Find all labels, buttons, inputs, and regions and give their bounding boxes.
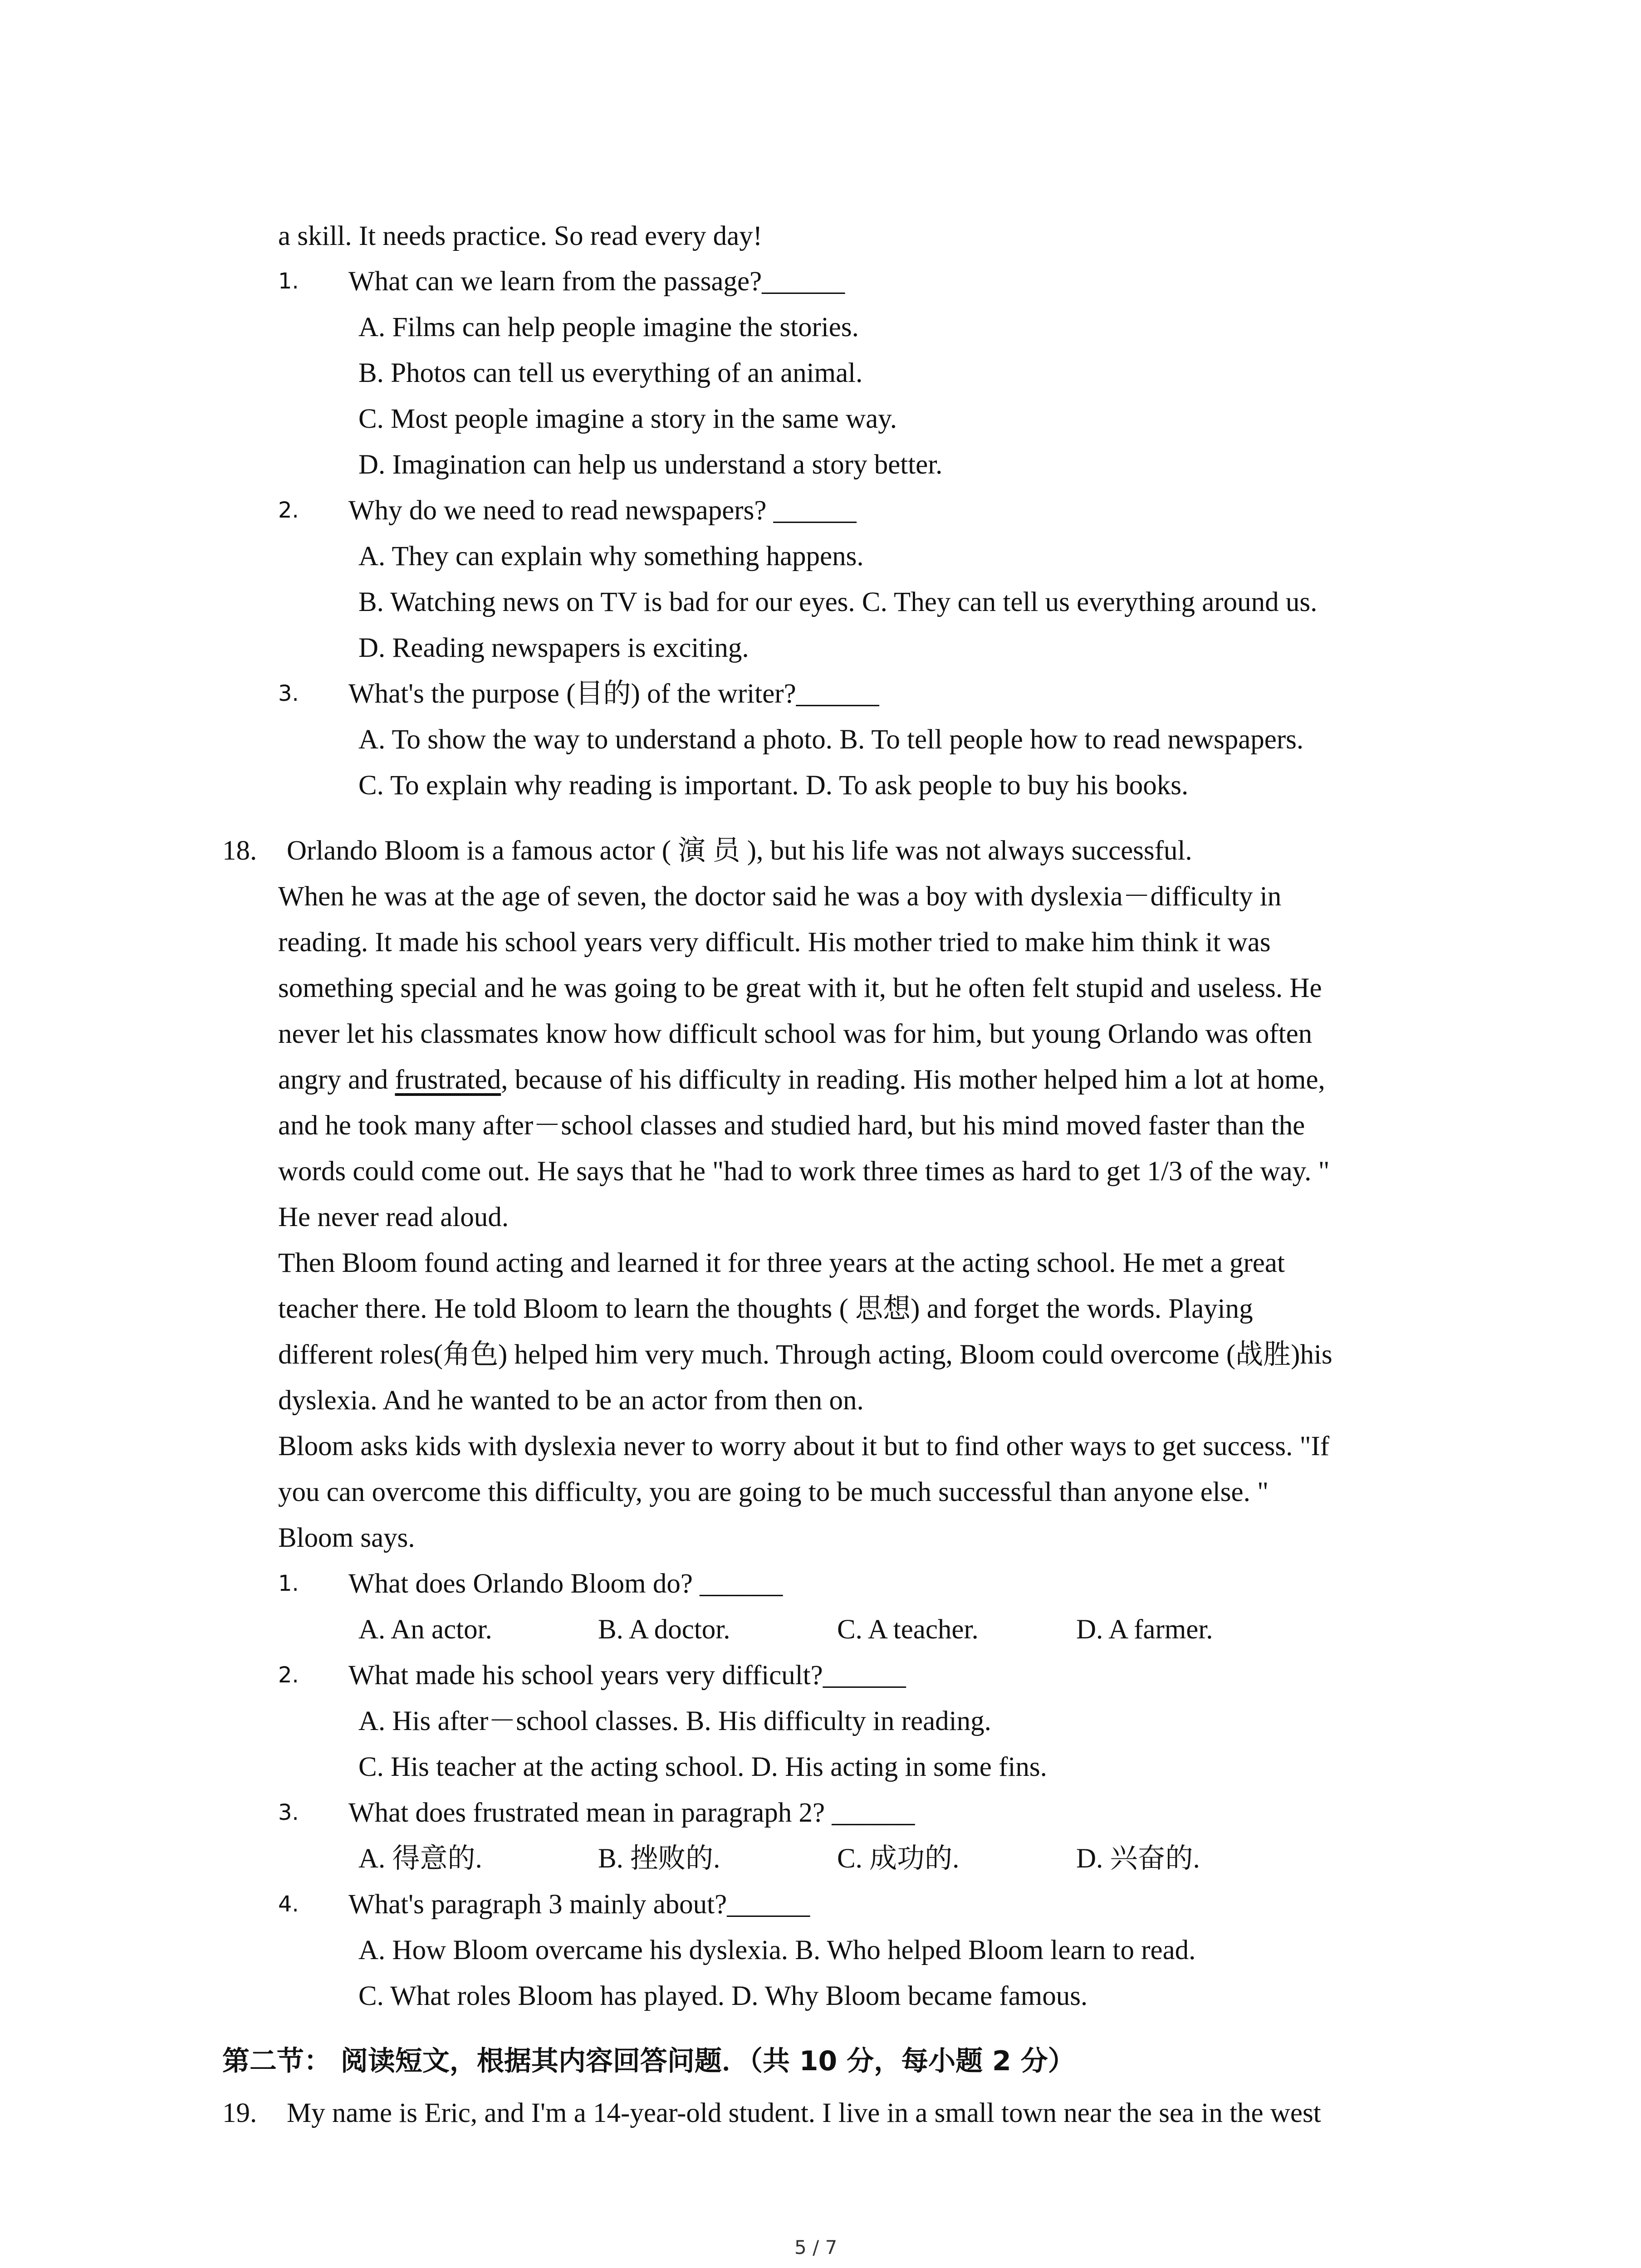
option: A. Films can help people imagine the stories. bbox=[358, 312, 859, 342]
passage-line: dyslexia. And he wanted to be an actor from then on. bbox=[278, 1385, 864, 1416]
page-number: 5 / 7 bbox=[794, 2236, 838, 2258]
passage-line: My name is Eric, and I'm a 14-year-old student. I live in a small town near the sea in the west bbox=[287, 2098, 1321, 2128]
question-number: 18. bbox=[222, 836, 257, 866]
option: B. Watching news on TV is bad for our eyes. C. They can tell us everything around us. bbox=[358, 587, 1318, 617]
passage-line: reading. It made his school years very difficult. His mother tried to make him think it was bbox=[278, 927, 1271, 958]
option: C. A teacher. bbox=[837, 1614, 979, 1645]
option: B. 挫败的. bbox=[598, 1843, 720, 1874]
passage-line: never let his classmates know how difficult school was for him, but young Orlando was often bbox=[278, 1019, 1313, 1049]
option: A. An actor. bbox=[358, 1614, 492, 1645]
option: D. 兴奋的. bbox=[1076, 1843, 1200, 1874]
passage-line: words could come out. He says that he "had to work three times as hard to get 1/3 of the way. " bbox=[278, 1156, 1330, 1187]
underlined-word: frustrated bbox=[395, 1065, 501, 1095]
option: D. A farmer. bbox=[1076, 1614, 1213, 1645]
passage-line: and he took many after－school classes and studied hard, but his mind moved faster than the bbox=[278, 1110, 1305, 1141]
question-text: What can we learn from the passage?______ bbox=[348, 266, 845, 297]
question-number: 1. bbox=[278, 269, 299, 294]
passage-line: Bloom says. bbox=[278, 1523, 415, 1553]
question-number: 1. bbox=[278, 1571, 299, 1596]
passage-line: you can overcome this difficulty, you are going to be much successful than anyone else. " bbox=[278, 1477, 1269, 1507]
passage-text: , because of his difficulty in reading. His mother helped him a lot at home, bbox=[501, 1065, 1325, 1095]
question-text: What does Orlando Bloom do? ______ bbox=[348, 1569, 783, 1599]
option: A. How Bloom overcame his dyslexia. B. Who helped Bloom learn to read. bbox=[358, 1935, 1196, 1965]
question-text: Why do we need to read newspapers? ______ bbox=[348, 495, 857, 526]
passage-tail: a skill. It needs practice. So read every day! bbox=[278, 221, 763, 251]
section-heading: 第二节： 阅读短文，根据其内容回答问题．（共 10 分，每小题 2 分） bbox=[222, 2045, 1075, 2077]
passage-line: different roles(角色) helped him very much. Through acting, Bloom could overcome (战胜)his bbox=[278, 1339, 1332, 1370]
option: B. Photos can tell us everything of an animal. bbox=[358, 358, 863, 388]
option: D. Imagination can help us understand a story better. bbox=[358, 450, 943, 480]
question-text: What does frustrated mean in paragraph 2? ______ bbox=[348, 1798, 915, 1828]
option: D. Reading newspapers is exciting. bbox=[358, 633, 749, 663]
question-number: 4. bbox=[278, 1892, 299, 1917]
option: B. A doctor. bbox=[598, 1614, 730, 1645]
option: C. 成功的. bbox=[837, 1843, 960, 1874]
passage-line: He never read aloud. bbox=[278, 1202, 509, 1232]
question-number: 3. bbox=[278, 1800, 299, 1825]
option: A. They can explain why something happens. bbox=[358, 541, 864, 572]
option: A. His after－school classes. B. His difficulty in reading. bbox=[358, 1706, 991, 1736]
question-number: 2. bbox=[278, 498, 299, 523]
passage-text: angry and bbox=[278, 1065, 395, 1095]
option: A. 得意的. bbox=[358, 1843, 482, 1874]
option: C. His teacher at the acting school. D. His acting in some fins. bbox=[358, 1752, 1047, 1782]
passage-line: something special and he was going to be great with it, but he often felt stupid and useless. He bbox=[278, 973, 1322, 1003]
question-number: 19. bbox=[222, 2098, 257, 2128]
question-text: What made his school years very difficult?______ bbox=[348, 1660, 906, 1691]
passage-line bbox=[278, 1057, 1325, 1103]
passage-line: Then Bloom found acting and learned it for three years at the acting school. He met a great bbox=[278, 1248, 1285, 1278]
passage-line: When he was at the age of seven, the doctor said he was a boy with dyslexia－difficulty in bbox=[278, 881, 1282, 912]
question-number: 2. bbox=[278, 1662, 299, 1688]
question-text: What's the purpose (目的) of the writer?______ bbox=[348, 679, 879, 709]
option: C. To explain why reading is important. D. To ask people to buy his books. bbox=[358, 770, 1189, 801]
passage-line: Bloom asks kids with dyslexia never to worry about it but to find other ways to get success. "If bbox=[278, 1431, 1330, 1461]
question-text: What's paragraph 3 mainly about?______ bbox=[348, 1889, 810, 1920]
passage-line: Orlando Bloom is a famous actor ( 演 员 ), but his life was not always successful. bbox=[287, 836, 1192, 866]
question-number: 3. bbox=[278, 681, 299, 706]
passage-line: teacher there. He told Bloom to learn the thoughts ( 思想) and forget the words. Playing bbox=[278, 1294, 1253, 1324]
option: C. What roles Bloom has played. D. Why Bloom became famous. bbox=[358, 1981, 1088, 2011]
option: A. To show the way to understand a photo. B. To tell people how to read newspapers. bbox=[358, 724, 1304, 755]
option: C. Most people imagine a story in the same way. bbox=[358, 404, 897, 434]
